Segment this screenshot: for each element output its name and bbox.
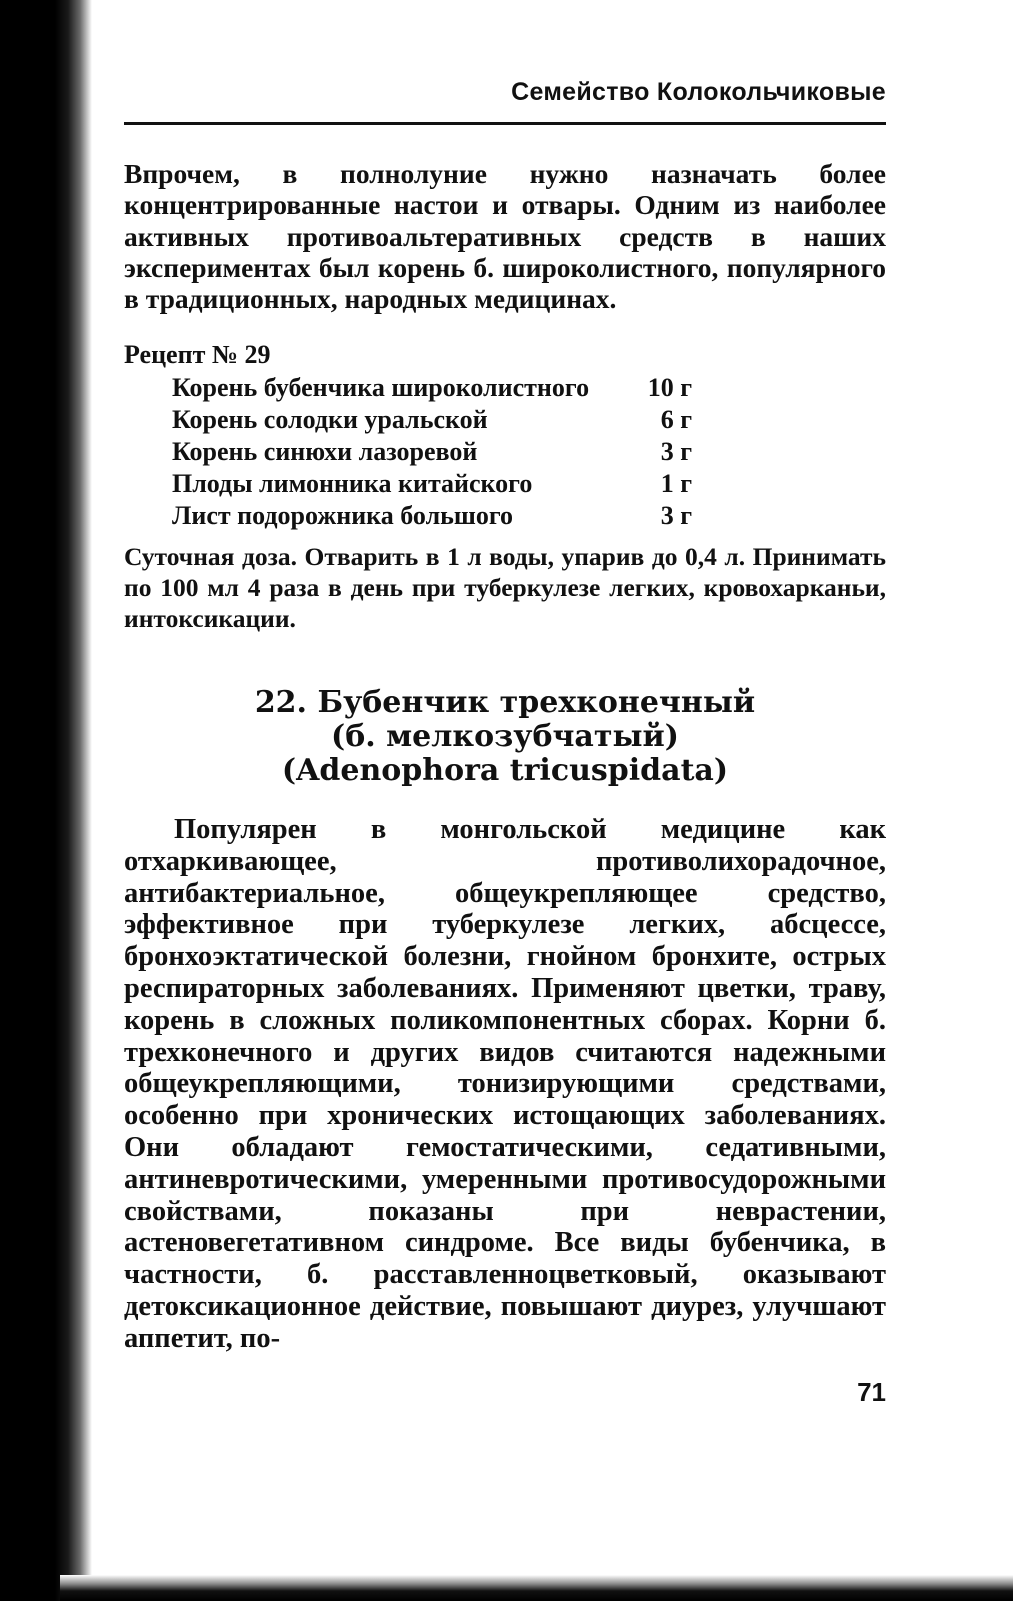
dosage-paragraph: Суточная доза. Отварить в 1 л воды, упарив до 0,4 л. Принимать по 100 мл 4 раза в день при туберкулезе легких, кровохарканьи, интоксикации. xyxy=(124,542,886,633)
ingredient-list xyxy=(172,372,692,532)
ingredient-name: Корень бубенчика широколистного xyxy=(172,373,590,402)
section-title-latin: (Adenophora tricuspidata) xyxy=(281,753,729,788)
scan-bottom-shadow xyxy=(60,1575,1013,1601)
ingredient-row xyxy=(172,372,692,404)
section-title xyxy=(124,686,886,788)
header-rule xyxy=(124,122,886,125)
ingredient-name: Корень солодки уральской xyxy=(172,405,488,434)
ingredient-quantity: 3 г xyxy=(660,501,692,530)
page-number: 71 xyxy=(857,1377,886,1407)
ingredient-row xyxy=(172,404,692,436)
ingredient-row xyxy=(172,436,692,468)
ingredient-name: Плоды лимонника китайского xyxy=(172,469,533,498)
running-header: Семейство Колокольчиковые xyxy=(511,78,886,106)
recipe-title: Рецепт № 29 xyxy=(124,340,271,369)
ingredient-quantity: 6 г xyxy=(660,405,692,434)
section-body-paragraph: Популярен в монгольской медицине как отхаркивающее, противолихорадочное, антибактериальное, общеукрепляющее средство, эффективное при туберкулезе легких, абсцессе, бронхоэктатической болезни, гнойном бронхите, острых респираторных заболеваниях. Применяют цветки, траву, корень в сложных поликомпонентных сборах. Корни б. трехконечного и других видов считаются надежными общеукрепляющими, тонизирующими средствами, особенно при хронических истощающих заболеваниях. Они обладают гемостатическими, седативными, антиневротическими, умеренными противосудорожными свойствами, показаны при неврастении, астеновегетативном синдроме. Все виды бубенчика, в частности, б. расставленноцветковый, оказывают детоксикационное действие, повышают диурез, улучшают аппетит, по- xyxy=(124,814,886,1354)
ingredient-row xyxy=(172,468,692,500)
scan-binding-shadow xyxy=(0,0,92,1601)
section-title-line: 22. Бубенчик трехконечный xyxy=(254,685,756,720)
ingredient-row xyxy=(172,500,692,532)
ingredient-quantity: 1 г xyxy=(660,469,692,498)
ingredient-name: Корень синюхи лазоревой xyxy=(172,437,478,466)
ingredient-quantity: 3 г xyxy=(660,437,692,466)
section-title-line: (б. мелкозубчатый) xyxy=(331,719,679,754)
intro-paragraph: Впрочем, в полнолуние нужно назначать более концентрированные настои и отвары. Одним из наиболее активных противоальтеративных средств в наших экспериментах был корень б. широколистного, популярного в традиционных, народных медицинах. xyxy=(124,158,886,315)
ingredient-name: Лист подорожника большого xyxy=(172,501,514,530)
ingredient-quantity: 10 г xyxy=(647,373,692,402)
